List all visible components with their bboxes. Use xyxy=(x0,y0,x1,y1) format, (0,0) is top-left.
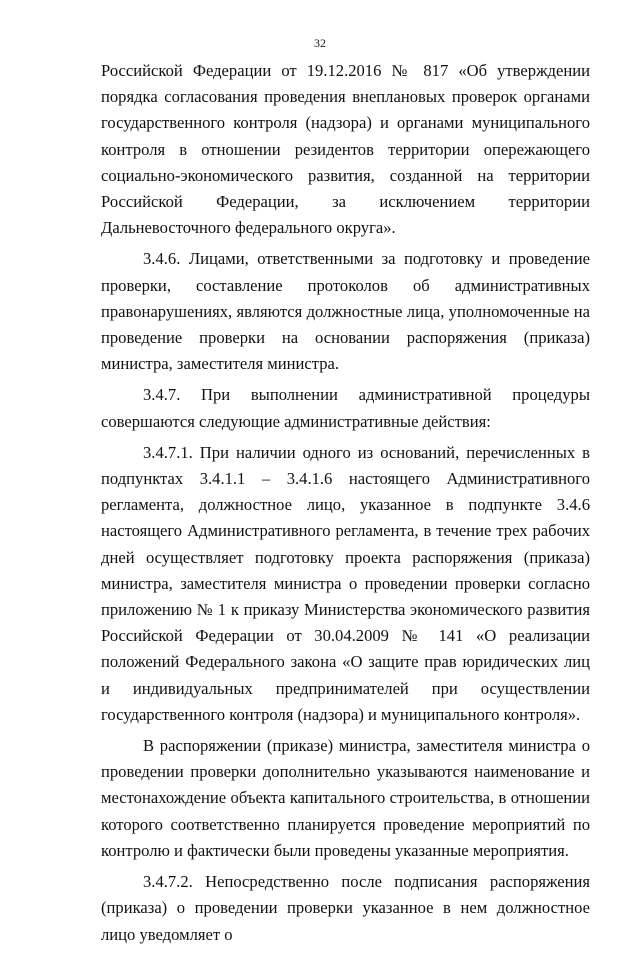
paragraph-3-4-7-1: 3.4.7.1. При наличии одного из оснований, перечисленных в подпунктах 3.4.1.1 – 3.4.1.6 настоящего Административного регламента, должностное лицо, указанное в подпункте 3.4.6 настоящего Административного регламента, в течение трех рабочих дней осуществляет подготовку проекта распоряжения (приказа) министра, заместителя министра о проведении проверки согласно приложению № 1 к приказу Министерства экономического развития Российской Федерации от 30.04.2009 № 141 «О реализации положений Федерального закона «О защите прав юридических лиц и индивидуальных предпринимателей при осуществлении государственного контроля (надзора) и муниципального контроля». xyxy=(101,442,590,724)
paragraph-3-4-7-2: 3.4.7.2. Непосредственно после подписания распоряжения (приказа) о проведении проверки указанное в нем должностное лицо уведомляет о xyxy=(101,872,590,944)
paragraph-order-details: В распоряжении (приказе) министра, заместителя министра о проведении проверки дополнительно указываются наименование и местонахождение объекта капитального строительства, в отношении которого соответственно планируется проведение мероприятий по контролю и фактически были проведены указанные мероприятия. xyxy=(101,736,590,860)
paragraph-3-4-7: 3.4.7. При выполнении административной процедуры совершаются следующие административные действия: xyxy=(101,385,590,431)
paragraph-3-4-6: 3.4.6. Лицами, ответственными за подготовку и проведение проверки, составление протоколов об административных правонарушениях, являются должностные лица, уполномоченные на проведение проверки на основании распоряжения (приказа) министра, заместителя министра. xyxy=(101,249,590,374)
page-number: 32 xyxy=(314,36,326,50)
document-body xyxy=(101,58,590,953)
paragraph-continuation: Российской Федерации от 19.12.2016 № 817 «Об утверждении порядка согласования проведения внеплановых проверок органами государственного контроля (надзора) и органами муниципального контроля в отношении резидентов территории опережающего социально-экономического развития, созданной на территории Российской Федерации, за исключением территории Дальневосточного федерального округа». xyxy=(101,61,590,238)
